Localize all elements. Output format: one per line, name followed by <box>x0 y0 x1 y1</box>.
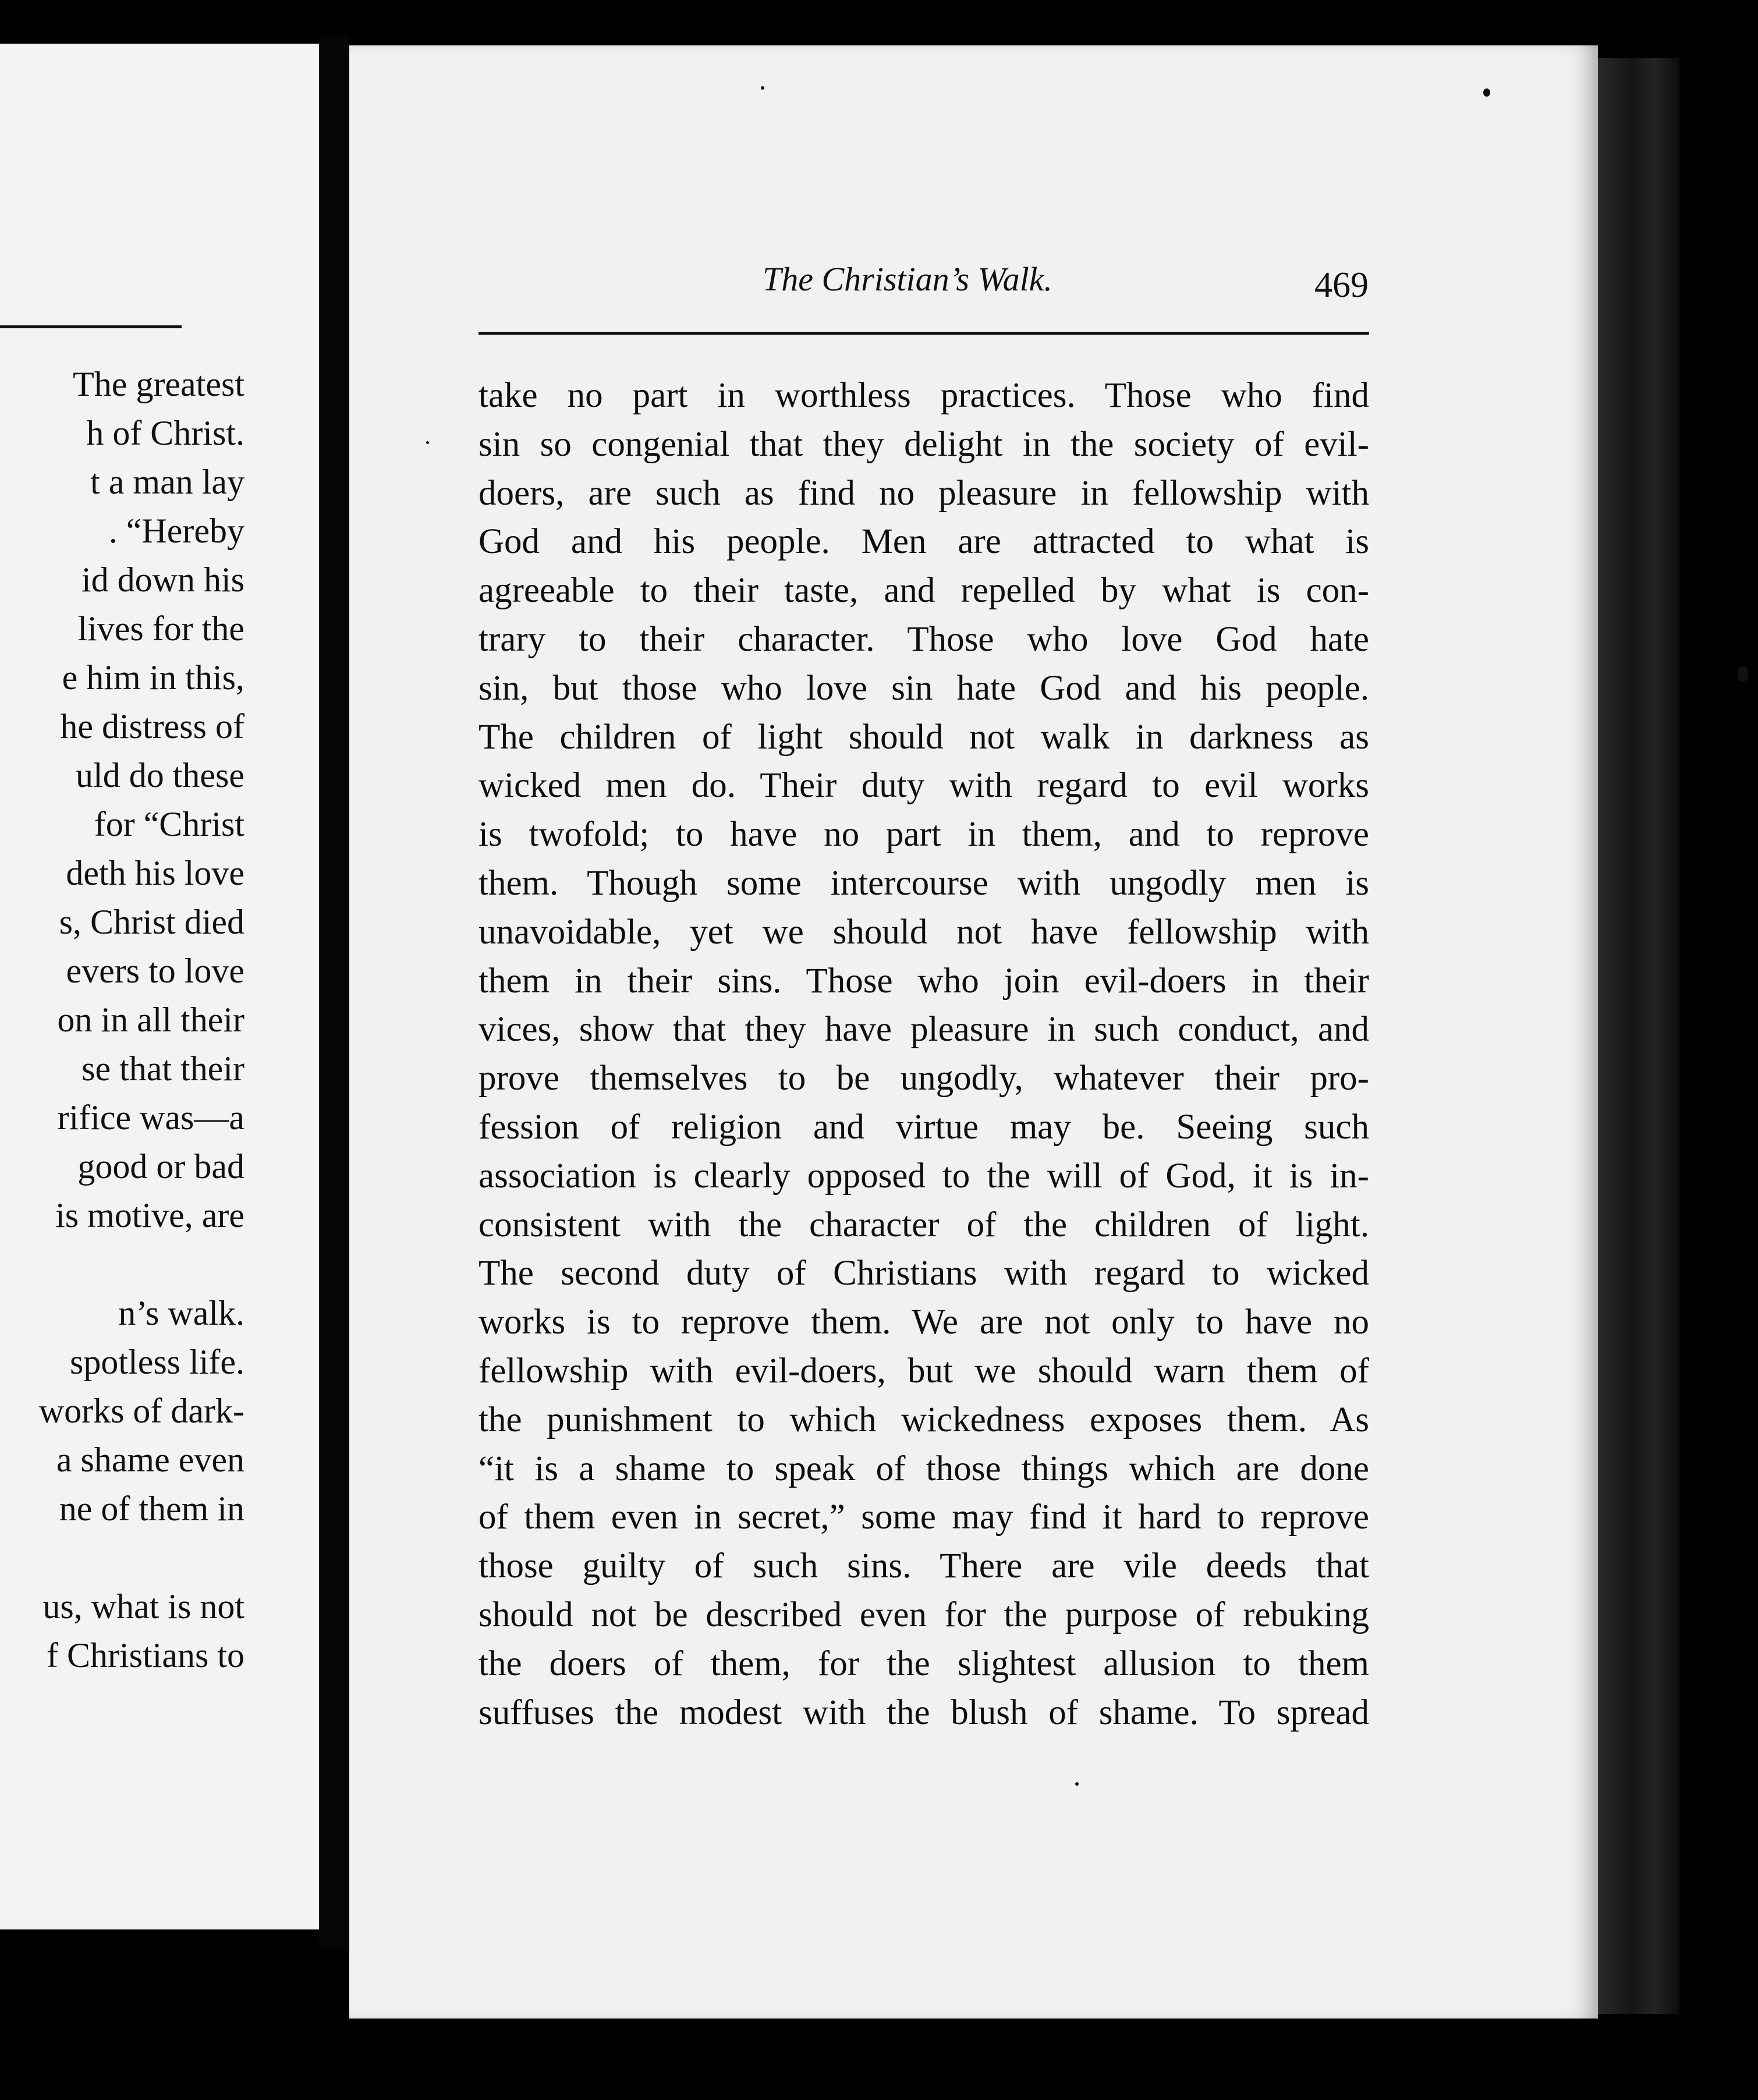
book-gutter <box>319 35 349 1950</box>
dust-speck <box>1075 1782 1079 1786</box>
previous-page-line: id down his <box>81 561 244 599</box>
text-line: fession of religion and virtue may be. Seeing such <box>479 1107 1369 1147</box>
page-edges <box>1598 58 1679 2014</box>
page-number: 469 <box>1314 265 1369 305</box>
text-line: works is to reprove them. We are not only to have no <box>479 1303 1369 1342</box>
previous-page-line: rifice was—a <box>57 1098 244 1137</box>
text-line: take no part in worthless practices. Those who find <box>479 376 1369 415</box>
text-line: The children of light should not walk in darkness as <box>479 717 1369 757</box>
previous-page-line: lives for the <box>77 609 244 648</box>
previous-page-head-rule <box>0 325 182 328</box>
previous-page-line: on in all their <box>57 1001 244 1039</box>
text-line: fellowship with evil-doers, but we should warn them of <box>479 1351 1369 1390</box>
text-line: “it is a shame to speak of those things which are done <box>479 1449 1369 1488</box>
previous-page-line: h of Christ. <box>86 414 244 452</box>
dust-speck <box>426 441 429 444</box>
text-line: trary to their character. Those who love God hate <box>479 619 1369 659</box>
text-line: sin, but those who love sin hate God and his people. <box>479 668 1369 708</box>
previous-page-line: a shame even <box>56 1441 244 1479</box>
previous-page-line: uld do these <box>76 756 244 794</box>
head-rule <box>479 332 1369 335</box>
previous-page-line: . “Hereby <box>108 512 244 550</box>
previous-page-line: is motive, are <box>55 1196 244 1235</box>
text-line: prove themselves to be ungodly, whatever their pro- <box>479 1059 1369 1098</box>
previous-page-line: t a man lay <box>90 463 244 501</box>
previous-page-line: e him in this, <box>62 658 244 697</box>
text-line: doers, are such as find no pleasure in fellowship with <box>479 473 1369 513</box>
text-line: them. Though some intercourse with ungodly men is <box>479 863 1369 903</box>
dust-speck <box>1483 88 1490 97</box>
text-line: The second duty of Christians with regard to wicked <box>479 1254 1369 1293</box>
text-line: of them even in secret,” some may find it hard to reprove <box>479 1498 1369 1537</box>
text-line: agreeable to their taste, and repelled by what is con- <box>479 571 1369 611</box>
text-line: wicked men do. Their duty with regard to evil works <box>479 766 1369 806</box>
text-line: those guilty of such sins. There are vile deeds that <box>479 1546 1369 1586</box>
text-line: God and his people. Men are attracted to what is <box>479 522 1369 562</box>
text-line: vices, show that they have pleasure in such conduct, and <box>479 1010 1369 1049</box>
text-line: the punishment to which wickedness exposes them. As <box>479 1400 1369 1439</box>
text-line: the doers of them, for the slightest allusion to them <box>479 1644 1369 1683</box>
previous-page-line: for “Christ <box>94 805 244 843</box>
previous-page-line: s, Christ died <box>59 903 244 941</box>
text-line: them in their sins. Those who join evil-doers in their <box>479 961 1369 1001</box>
previous-page-line: he distress of <box>60 707 244 746</box>
dust-speck <box>1738 666 1748 682</box>
text-line: suffuses the modest with the blush of shame. To spread <box>479 1693 1369 1732</box>
previous-page-line: n’s walk. <box>118 1294 244 1332</box>
previous-page-line: spotless life. <box>70 1343 244 1381</box>
text-line: association is clearly opposed to the will of God, it is in- <box>479 1156 1369 1196</box>
previous-page-line: The greatest <box>73 365 244 403</box>
body-text <box>479 371 1369 1737</box>
text-line: is twofold; to have no part in them, and to reprove <box>479 815 1369 854</box>
previous-page-line: evers to love <box>66 952 244 990</box>
previous-page-line: us, what is not <box>42 1587 244 1626</box>
previous-page-text <box>0 360 244 1680</box>
text-line: should not be described even for the purpose of rebuking <box>479 1595 1369 1634</box>
previous-page-line: ne of them in <box>59 1489 244 1528</box>
previous-page-line: f Christians to <box>47 1636 244 1675</box>
previous-page-line <box>0 1533 244 1582</box>
previous-page <box>0 44 319 1929</box>
dust-speck <box>761 86 764 90</box>
text-line: consistent with the character of the children of light. <box>479 1205 1369 1244</box>
previous-page-line: good or bad <box>77 1147 244 1186</box>
previous-page-line: works of dark- <box>38 1392 244 1430</box>
running-head: The Christian’s Walk. <box>763 260 1052 298</box>
text-line: unavoidable, yet we should not have fellowship with <box>479 912 1369 952</box>
previous-page-line: deth his love <box>66 854 244 892</box>
text-line: sin so congenial that they delight in the society of evil- <box>479 424 1369 464</box>
previous-page-line <box>0 1240 244 1289</box>
previous-page-line: se that their <box>81 1049 244 1088</box>
